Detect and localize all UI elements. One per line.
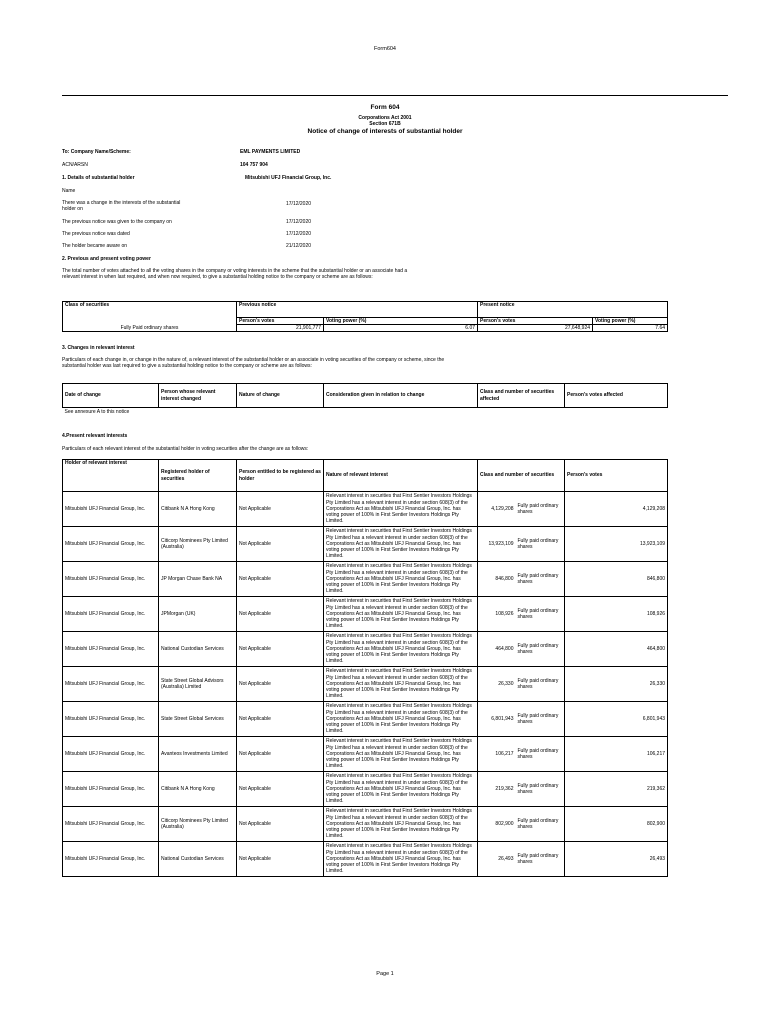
prev-dated-value: 17/12/2020: [286, 231, 312, 237]
col-previous: Previous notice: [237, 302, 478, 318]
pres-persons-votes-header: Person's votes: [478, 318, 593, 325]
row-votes: 106,217: [565, 737, 668, 772]
running-header: Form604: [373, 46, 396, 52]
row-class: Fully paid ordinary shares: [516, 597, 565, 632]
table-row: [63, 807, 668, 842]
act-title: Corporations Act 2001: [358, 115, 412, 121]
interests-rows: [63, 492, 668, 877]
row-entitled: Not Applicable: [237, 527, 324, 562]
row-votes: 13,923,109: [565, 527, 668, 562]
notice-title: Notice of change of interests of substantial holder: [307, 128, 463, 135]
table-row: [63, 492, 668, 527]
row-registered: JP Morgan Chase Bank NA: [159, 562, 237, 597]
interests-header-nature: Nature of relevant interest: [324, 460, 478, 492]
prev-power-value: 6.07: [324, 325, 478, 332]
row-holder: Mitsubishi UFJ Financial Group, Inc.: [63, 737, 159, 772]
section-title: Section 671B: [369, 121, 401, 127]
row-nature: Relevant interest in securities that First Sentier Investors Holdings Pty Limited has a relevant interest in under section 608(3) of the Corporations Act as Mitsubishi UFJ Financial Group, Inc. has voting power of 100% in First Sentier Investors Holdings Pty Limited.: [324, 597, 478, 632]
row-holder: Mitsubishi UFJ Financial Group, Inc.: [63, 492, 159, 527]
table-row: [63, 667, 668, 702]
prev-dated-label: The previous notice was dated: [62, 231, 130, 237]
row-nature: Relevant interest in securities that First Sentier Investors Holdings Pty Limited has a relevant interest in under section 608(3) of the Corporations Act as Mitsubishi UFJ Financial Group, Inc. has voting power of 100% in First Sentier Investors Holdings Pty Limited.: [324, 772, 478, 807]
row-entitled: Not Applicable: [237, 562, 324, 597]
interests-header-holder: Holder of relevant interest: [63, 460, 159, 492]
row-nature: Relevant interest in securities that First Sentier Investors Holdings Pty Limited has a relevant interest in under section 608(3) of the Corporations Act as Mitsubishi UFJ Financial Group, Inc. has voting power of 100% in First Sentier Investors Holdings Pty Limited.: [324, 737, 478, 772]
row-class: Fully paid ordinary shares: [516, 632, 565, 667]
table-row: [63, 527, 668, 562]
row-holder: Mitsubishi UFJ Financial Group, Inc.: [63, 632, 159, 667]
row-registered: Avanteos Investments Limited: [159, 737, 237, 772]
row-registered: Citibank N A Hong Kong: [159, 772, 237, 807]
row-entitled: Not Applicable: [237, 807, 324, 842]
row-registered: Citibank N A Hong Kong: [159, 492, 237, 527]
row-class: Fully Paid ordinary shares: [63, 325, 237, 332]
interests-header-registered: Registered holder of securities: [159, 460, 237, 492]
voting-power-table: [62, 301, 668, 332]
changes-header-votes: Person's votes affected: [565, 384, 668, 408]
acn-value: 104 757 904: [240, 162, 268, 168]
changes-table: [62, 383, 668, 416]
table-row: [63, 632, 668, 667]
col-class-spacer: [63, 318, 237, 325]
change-date-label: There was a change in the interests of the substantial holder on: [62, 200, 181, 212]
top-divider: [62, 95, 728, 96]
pres-voting-power-header: Voting power (%): [593, 318, 668, 325]
col-present: Present notice: [478, 302, 668, 318]
row-class: Fully paid ordinary shares: [516, 527, 565, 562]
row-entitled: Not Applicable: [237, 737, 324, 772]
row-nature: Relevant interest in securities that First Sentier Investors Holdings Pty Limited has a relevant interest in under section 608(3) of the Corporations Act as Mitsubishi UFJ Financial Group, Inc. has voting power of 100% in First Sentier Investors Holdings Pty Limited.: [324, 702, 478, 737]
became-aware-label: The holder became aware on: [62, 243, 128, 249]
acn-label: ACN/ARSN: [62, 162, 88, 168]
pres-votes-value: 27,648,924: [478, 325, 593, 332]
row-registered: National Custodian Services: [159, 842, 237, 877]
row-holder: Mitsubishi UFJ Financial Group, Inc.: [63, 562, 159, 597]
changes-header-class: Class and number of securities affected: [478, 384, 565, 408]
section-4-title: 4.Present relevant interests: [62, 433, 128, 439]
row-votes: 802,900: [565, 807, 668, 842]
row-holder: Mitsubishi UFJ Financial Group, Inc.: [63, 842, 159, 877]
section-3-title: 3. Changes in relevant interest: [62, 345, 135, 351]
row-class: Fully paid ordinary shares: [516, 702, 565, 737]
relevant-interests-table: [62, 459, 668, 877]
row-holder: Mitsubishi UFJ Financial Group, Inc.: [63, 597, 159, 632]
changes-header-consideration: Consideration given in relation to change: [324, 384, 478, 408]
page-footer: Page 1: [376, 971, 394, 977]
table-row: [63, 702, 668, 737]
form-title: Form 604: [370, 104, 400, 111]
row-holder: Mitsubishi UFJ Financial Group, Inc.: [63, 772, 159, 807]
row-entitled: Not Applicable: [237, 702, 324, 737]
row-registered: State Street Global Advisors (Australia) Limited: [159, 667, 237, 702]
row-registered: Citicorp Nominees Pty Limited (Australia): [159, 527, 237, 562]
row-number: 26,493: [478, 842, 516, 877]
name-label: Name: [62, 188, 76, 194]
interests-header-votes: Person's votes: [565, 460, 668, 492]
annexure-note: See annexure A to this notice: [63, 408, 668, 416]
row-number: 106,217: [478, 737, 516, 772]
row-nature: Relevant interest in securities that First Sentier Investors Holdings Pty Limited has a relevant interest in under section 608(3) of the Corporations Act as Mitsubishi UFJ Financial Group, Inc. has voting power of 100% in First Sentier Investors Holdings Pty Limited.: [324, 842, 478, 877]
row-number: 108,926: [478, 597, 516, 632]
row-votes: 219,362: [565, 772, 668, 807]
to-label: To: Company Name/Scheme:: [62, 149, 131, 155]
row-votes: 108,926: [565, 597, 668, 632]
section-4-text: Particulars of each relevant interest of the substantial holder in voting securities after the change are as follows:: [62, 446, 309, 452]
row-registered: National Custodian Services: [159, 632, 237, 667]
row-number: 846,800: [478, 562, 516, 597]
row-holder: Mitsubishi UFJ Financial Group, Inc.: [63, 667, 159, 702]
row-registered: State Street Global Services: [159, 702, 237, 737]
row-registered: JPMorgan (UK): [159, 597, 237, 632]
row-class: Fully paid ordinary shares: [516, 737, 565, 772]
row-class: Fully paid ordinary shares: [516, 492, 565, 527]
row-number: 13,923,109: [478, 527, 516, 562]
section-3-text: Particulars of each change in, or change in the nature of, a relevant interest of the substantial holder or an associate in voting securities of the company or scheme, since the substantial holder was last required to give a substantial holding notice to the company or scheme are as follows:: [62, 357, 445, 369]
prev-given-label: The previous notice was given to the company on: [62, 219, 172, 225]
changes-header-date: Date of change: [63, 384, 159, 408]
col-class: Class of securities: [63, 302, 237, 318]
row-entitled: Not Applicable: [237, 597, 324, 632]
details-value: Mitsubishi UFJ Financial Group, Inc.: [245, 175, 332, 181]
row-holder: Mitsubishi UFJ Financial Group, Inc.: [63, 702, 159, 737]
table-row: [63, 842, 668, 877]
prev-votes-value: 21,901,777: [237, 325, 324, 332]
row-nature: Relevant interest in securities that First Sentier Investors Holdings Pty Limited has a relevant interest in under section 608(3) of the Corporations Act as Mitsubishi UFJ Financial Group, Inc. has voting power of 100% in First Sentier Investors Holdings Pty Limited.: [324, 807, 478, 842]
row-holder: Mitsubishi UFJ Financial Group, Inc.: [63, 807, 159, 842]
row-number: 464,800: [478, 632, 516, 667]
row-votes: 6,801,943: [565, 702, 668, 737]
row-votes: 26,330: [565, 667, 668, 702]
row-entitled: Not Applicable: [237, 772, 324, 807]
row-votes: 26,493: [565, 842, 668, 877]
row-votes: 4,129,208: [565, 492, 668, 527]
row-nature: Relevant interest in securities that First Sentier Investors Holdings Pty Limited has a relevant interest in under section 608(3) of the Corporations Act as Mitsubishi UFJ Financial Group, Inc. has voting power of 100% in First Sentier Investors Holdings Pty Limited.: [324, 667, 478, 702]
row-number: 4,129,208: [478, 492, 516, 527]
table-row: [63, 597, 668, 632]
pres-power-value: 7.64: [593, 325, 668, 332]
row-nature: Relevant interest in securities that First Sentier Investors Holdings Pty Limited has a relevant interest in under section 608(3) of the Corporations Act as Mitsubishi UFJ Financial Group, Inc. has voting power of 100% in First Sentier Investors Holdings Pty Limited.: [324, 632, 478, 667]
row-class: Fully paid ordinary shares: [516, 807, 565, 842]
row-class: Fully paid ordinary shares: [516, 562, 565, 597]
row-class: Fully paid ordinary shares: [516, 667, 565, 702]
row-entitled: Not Applicable: [237, 842, 324, 877]
row-holder: Mitsubishi UFJ Financial Group, Inc.: [63, 527, 159, 562]
row-votes: 464,800: [565, 632, 668, 667]
row-class: Fully paid ordinary shares: [516, 842, 565, 877]
row-entitled: Not Applicable: [237, 667, 324, 702]
table-row: [63, 772, 668, 807]
row-number: 219,362: [478, 772, 516, 807]
became-aware-value: 21/12/2020: [286, 243, 312, 249]
change-date-value: 17/12/2020: [286, 201, 312, 207]
section-2-title: 2. Previous and present voting power: [62, 256, 151, 262]
row-class: Fully paid ordinary shares: [516, 772, 565, 807]
row-entitled: Not Applicable: [237, 492, 324, 527]
row-number: 802,900: [478, 807, 516, 842]
row-nature: Relevant interest in securities that First Sentier Investors Holdings Pty Limited has a relevant interest in under section 608(3) of the Corporations Act as Mitsubishi UFJ Financial Group, Inc. has voting power of 100% in First Sentier Investors Holdings Pty Limited.: [324, 527, 478, 562]
row-registered: Citicorp Nominees Pty Limited (Australia): [159, 807, 237, 842]
table-row: [63, 737, 668, 772]
to-value: EML PAYMENTS LIMITED: [240, 149, 301, 155]
row-entitled: Not Applicable: [237, 632, 324, 667]
prev-voting-power-header: Voting power (%): [324, 318, 478, 325]
table-row: [63, 562, 668, 597]
details-label: 1. Details of substantial holder: [62, 175, 135, 181]
row-nature: Relevant interest in securities that First Sentier Investors Holdings Pty Limited has a relevant interest in under section 608(3) of the Corporations Act as Mitsubishi UFJ Financial Group, Inc. has voting power of 100% in First Sentier Investors Holdings Pty Limited.: [324, 492, 478, 527]
prev-given-value: 17/12/2020: [286, 219, 312, 225]
row-nature: Relevant interest in securities that First Sentier Investors Holdings Pty Limited has a relevant interest in under section 608(3) of the Corporations Act as Mitsubishi UFJ Financial Group, Inc. has voting power of 100% in First Sentier Investors Holdings Pty Limited.: [324, 562, 478, 597]
interests-header-class: Class and number of securities: [478, 460, 565, 492]
row-votes: 846,800: [565, 562, 668, 597]
section-2-text: The total number of votes attached to all the voting shares in the company or voting interests in the scheme that the substantial holder or an associate had a relevant interest in when last required, and when now required, to give a substantial holding notice to the company or scheme are as follows:: [62, 268, 408, 280]
interests-header-entitled: Person entitled to be registered as holder: [237, 460, 324, 492]
changes-header-nature: Nature of change: [237, 384, 324, 408]
row-number: 26,330: [478, 667, 516, 702]
changes-header-person: Person whose relevant interest changed: [159, 384, 237, 408]
prev-persons-votes-header: Person's votes: [237, 318, 324, 325]
row-number: 6,801,943: [478, 702, 516, 737]
